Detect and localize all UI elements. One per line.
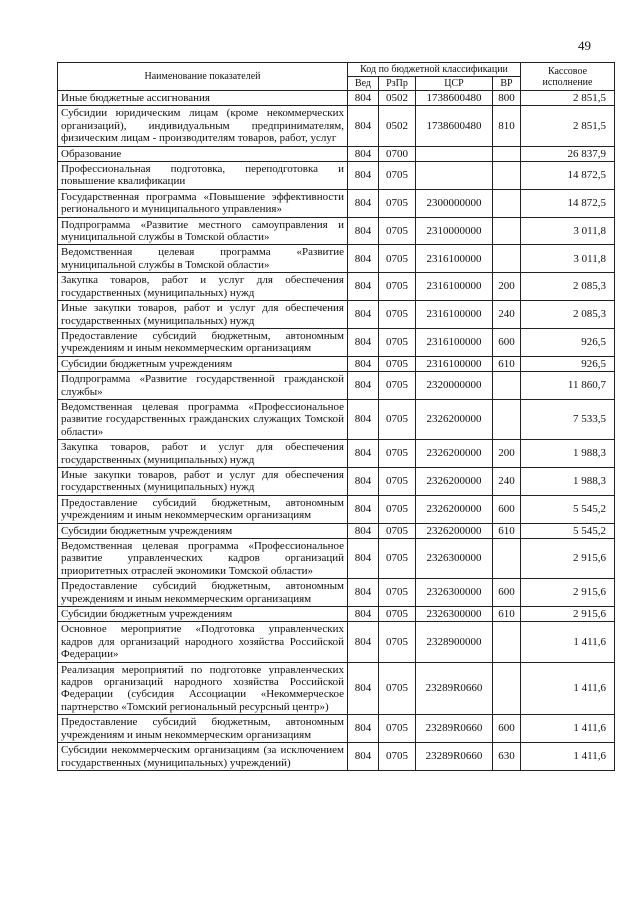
row-ved: 804 xyxy=(348,189,379,217)
row-amount: 926,5 xyxy=(521,328,615,356)
row-csr: 2326200000 xyxy=(416,467,493,495)
table-row xyxy=(58,662,615,715)
row-vr: 630 xyxy=(493,743,521,771)
row-ved: 804 xyxy=(348,301,379,329)
row-name: Предоставление субсидий бюджетным, автономным учреждениям и иным некоммерческим организациям xyxy=(58,328,348,356)
row-vr: 240 xyxy=(493,301,521,329)
row-name: Предоставление субсидий бюджетным, автономным учреждениям и иным некоммерческим организациям xyxy=(58,715,348,743)
row-csr: 2326200000 xyxy=(416,495,493,523)
table-row xyxy=(58,91,615,106)
row-csr: 2326200000 xyxy=(416,523,493,538)
table-row xyxy=(58,607,615,622)
row-name: Субсидии бюджетным учреждениям xyxy=(58,523,348,538)
row-vr: 240 xyxy=(493,467,521,495)
table-header xyxy=(58,63,615,91)
row-amount: 14 872,5 xyxy=(521,189,615,217)
row-ved: 804 xyxy=(348,662,379,715)
row-amount: 1 988,3 xyxy=(521,467,615,495)
row-ved: 804 xyxy=(348,399,379,439)
row-name: Ведомственная целевая программа «Развитие муниципальной службы в Томской области» xyxy=(58,245,348,273)
row-amount: 2 085,3 xyxy=(521,273,615,301)
row-amount: 3 011,8 xyxy=(521,217,615,245)
row-ved: 804 xyxy=(348,245,379,273)
row-vr: 810 xyxy=(493,106,521,146)
row-name: Образование xyxy=(58,146,348,161)
row-vr xyxy=(493,217,521,245)
row-name: Субсидии бюджетным учреждениям xyxy=(58,356,348,371)
page-number: 49 xyxy=(578,38,591,53)
row-csr: 2300000000 xyxy=(416,189,493,217)
header-vr: ВР xyxy=(493,77,521,91)
table-row xyxy=(58,146,615,161)
row-amount: 11 860,7 xyxy=(521,372,615,400)
table-row xyxy=(58,579,615,607)
header-rzpr: РзПр xyxy=(379,77,416,91)
budget-execution-table xyxy=(57,62,615,771)
row-ved: 804 xyxy=(348,273,379,301)
row-amount: 1 411,6 xyxy=(521,715,615,743)
row-name: Предоставление субсидий бюджетным, автономным учреждениям и иным некоммерческим организациям xyxy=(58,579,348,607)
row-vr: 600 xyxy=(493,328,521,356)
header-ved: Вед xyxy=(348,77,379,91)
row-rzpr: 0705 xyxy=(379,523,416,538)
row-rzpr: 0705 xyxy=(379,372,416,400)
row-amount: 2 915,6 xyxy=(521,579,615,607)
row-ved: 804 xyxy=(348,146,379,161)
row-vr xyxy=(493,399,521,439)
header-code-group: Код по бюджетной классификации xyxy=(348,63,521,77)
row-vr xyxy=(493,245,521,273)
row-rzpr: 0705 xyxy=(379,539,416,579)
row-amount: 1 411,6 xyxy=(521,743,615,771)
row-csr: 2326300000 xyxy=(416,607,493,622)
row-name: Субсидии бюджетным учреждениям xyxy=(58,607,348,622)
table-row xyxy=(58,715,615,743)
row-vr xyxy=(493,662,521,715)
row-vr: 610 xyxy=(493,523,521,538)
row-name: Субсидии некоммерческим организациям (за исключением государственных (муниципальных) учреждений) xyxy=(58,743,348,771)
row-name: Ведомственная целевая программа «Профессиональное развитие государственных гражданских служащих Томской области» xyxy=(58,399,348,439)
row-csr: 23289R0660 xyxy=(416,715,493,743)
table-row xyxy=(58,301,615,329)
row-name: Закупка товаров, работ и услуг для обеспечения государственных (муниципальных) нужд xyxy=(58,273,348,301)
row-rzpr: 0700 xyxy=(379,146,416,161)
row-rzpr: 0705 xyxy=(379,579,416,607)
row-rzpr: 0502 xyxy=(379,106,416,146)
row-vr xyxy=(493,189,521,217)
row-vr xyxy=(493,146,521,161)
row-rzpr: 0705 xyxy=(379,217,416,245)
row-name: Основное мероприятие «Подготовка управленческих кадров для организаций народного хозяйства Российской Федерации» xyxy=(58,622,348,662)
row-ved: 804 xyxy=(348,217,379,245)
row-csr xyxy=(416,146,493,161)
row-name: Иные бюджетные ассигнования xyxy=(58,91,348,106)
row-amount: 1 988,3 xyxy=(521,440,615,468)
row-ved: 804 xyxy=(348,328,379,356)
row-vr: 800 xyxy=(493,91,521,106)
row-csr: 23289R0660 xyxy=(416,743,493,771)
row-amount: 2 851,5 xyxy=(521,91,615,106)
row-ved: 804 xyxy=(348,607,379,622)
row-amount: 7 533,5 xyxy=(521,399,615,439)
table-row xyxy=(58,440,615,468)
row-rzpr: 0705 xyxy=(379,245,416,273)
row-ved: 804 xyxy=(348,579,379,607)
table-row xyxy=(58,743,615,771)
row-rzpr: 0705 xyxy=(379,273,416,301)
row-csr: 2326200000 xyxy=(416,440,493,468)
row-name: Ведомственная целевая программа «Профессиональное развитие управленческих кадров организаций приоритетных отраслей экономики Томской области» xyxy=(58,539,348,579)
table-row xyxy=(58,399,615,439)
row-ved: 804 xyxy=(348,106,379,146)
table-row xyxy=(58,356,615,371)
table-row xyxy=(58,245,615,273)
row-csr: 2320000000 xyxy=(416,372,493,400)
row-rzpr: 0705 xyxy=(379,162,416,190)
row-amount: 3 011,8 xyxy=(521,245,615,273)
row-vr xyxy=(493,622,521,662)
row-rzpr: 0705 xyxy=(379,399,416,439)
row-rzpr: 0705 xyxy=(379,301,416,329)
row-ved: 804 xyxy=(348,356,379,371)
row-name: Иные закупки товаров, работ и услуг для обеспечения государственных (муниципальных) нужд xyxy=(58,467,348,495)
row-amount: 5 545,2 xyxy=(521,523,615,538)
row-name: Государственная программа «Повышение эффективности регионального и муниципального управления» xyxy=(58,189,348,217)
row-rzpr: 0705 xyxy=(379,328,416,356)
row-vr xyxy=(493,372,521,400)
row-csr: 1738600480 xyxy=(416,91,493,106)
row-csr: 23289R0660 xyxy=(416,662,493,715)
table-row xyxy=(58,273,615,301)
row-rzpr: 0705 xyxy=(379,607,416,622)
table-row xyxy=(58,106,615,146)
row-rzpr: 0705 xyxy=(379,622,416,662)
row-rzpr: 0705 xyxy=(379,356,416,371)
row-amount: 26 837,9 xyxy=(521,146,615,161)
row-rzpr: 0705 xyxy=(379,189,416,217)
header-csr: ЦСР xyxy=(416,77,493,91)
row-rzpr: 0705 xyxy=(379,440,416,468)
row-ved: 804 xyxy=(348,715,379,743)
row-csr xyxy=(416,162,493,190)
row-vr: 600 xyxy=(493,579,521,607)
row-name: Подпрограмма «Развитие местного самоуправления и муниципальной службы в Томской области» xyxy=(58,217,348,245)
row-rzpr: 0705 xyxy=(379,662,416,715)
row-amount: 2 851,5 xyxy=(521,106,615,146)
row-vr: 610 xyxy=(493,356,521,371)
row-name: Профессиональная подготовка, переподготовка и повышение квалификации xyxy=(58,162,348,190)
table-row xyxy=(58,162,615,190)
row-ved: 804 xyxy=(348,622,379,662)
table-row xyxy=(58,539,615,579)
row-amount: 14 872,5 xyxy=(521,162,615,190)
row-csr: 2310000000 xyxy=(416,217,493,245)
row-vr: 600 xyxy=(493,495,521,523)
table-row xyxy=(58,467,615,495)
row-vr: 610 xyxy=(493,607,521,622)
row-ved: 804 xyxy=(348,440,379,468)
table-body xyxy=(58,91,615,771)
row-name: Предоставление субсидий бюджетным, автономным учреждениям и иным некоммерческим организациям xyxy=(58,495,348,523)
row-csr: 2316100000 xyxy=(416,328,493,356)
row-vr: 200 xyxy=(493,440,521,468)
row-rzpr: 0502 xyxy=(379,91,416,106)
row-csr: 2326200000 xyxy=(416,399,493,439)
row-csr: 2326300000 xyxy=(416,579,493,607)
row-amount: 2 085,3 xyxy=(521,301,615,329)
row-ved: 804 xyxy=(348,467,379,495)
row-amount: 926,5 xyxy=(521,356,615,371)
row-name: Подпрограмма «Развитие государственной гражданской службы» xyxy=(58,372,348,400)
table-row xyxy=(58,328,615,356)
row-amount: 2 915,6 xyxy=(521,539,615,579)
header-name: Наименование показателей xyxy=(58,63,348,91)
row-amount: 5 545,2 xyxy=(521,495,615,523)
row-amount: 1 411,6 xyxy=(521,662,615,715)
row-csr: 2316100000 xyxy=(416,273,493,301)
row-csr: 2328900000 xyxy=(416,622,493,662)
header-execution: Кассовое исполнение xyxy=(521,63,615,91)
row-csr: 2316100000 xyxy=(416,245,493,273)
row-vr xyxy=(493,539,521,579)
row-vr: 200 xyxy=(493,273,521,301)
table-row xyxy=(58,189,615,217)
row-ved: 804 xyxy=(348,495,379,523)
row-csr: 2326300000 xyxy=(416,539,493,579)
row-vr: 600 xyxy=(493,715,521,743)
row-rzpr: 0705 xyxy=(379,467,416,495)
row-amount: 1 411,6 xyxy=(521,622,615,662)
table-row xyxy=(58,372,615,400)
row-ved: 804 xyxy=(348,91,379,106)
row-name: Реализация мероприятий по подготовке управленческих кадров организаций народного хозяйства Российской Федерации (субсидия Ассоциации «Некоммерческое партнерство «Томский региональный ресурсный центр») xyxy=(58,662,348,715)
row-ved: 804 xyxy=(348,539,379,579)
row-ved: 804 xyxy=(348,162,379,190)
row-ved: 804 xyxy=(348,523,379,538)
table-row xyxy=(58,495,615,523)
row-name: Иные закупки товаров, работ и услуг для обеспечения государственных (муниципальных) нужд xyxy=(58,301,348,329)
row-vr xyxy=(493,162,521,190)
row-name: Субсидии юридическим лицам (кроме некоммерческих организаций), индивидуальным предпринимателям, физическим лицам - производителям товаров, работ, услуг xyxy=(58,106,348,146)
table-row xyxy=(58,622,615,662)
table-row xyxy=(58,217,615,245)
row-ved: 804 xyxy=(348,743,379,771)
row-csr: 2316100000 xyxy=(416,356,493,371)
row-csr: 1738600480 xyxy=(416,106,493,146)
row-csr: 2316100000 xyxy=(416,301,493,329)
row-amount: 2 915,6 xyxy=(521,607,615,622)
row-ved: 804 xyxy=(348,372,379,400)
table-row xyxy=(58,523,615,538)
row-rzpr: 0705 xyxy=(379,715,416,743)
row-rzpr: 0705 xyxy=(379,495,416,523)
row-rzpr: 0705 xyxy=(379,743,416,771)
row-name: Закупка товаров, работ и услуг для обеспечения государственных (муниципальных) нужд xyxy=(58,440,348,468)
